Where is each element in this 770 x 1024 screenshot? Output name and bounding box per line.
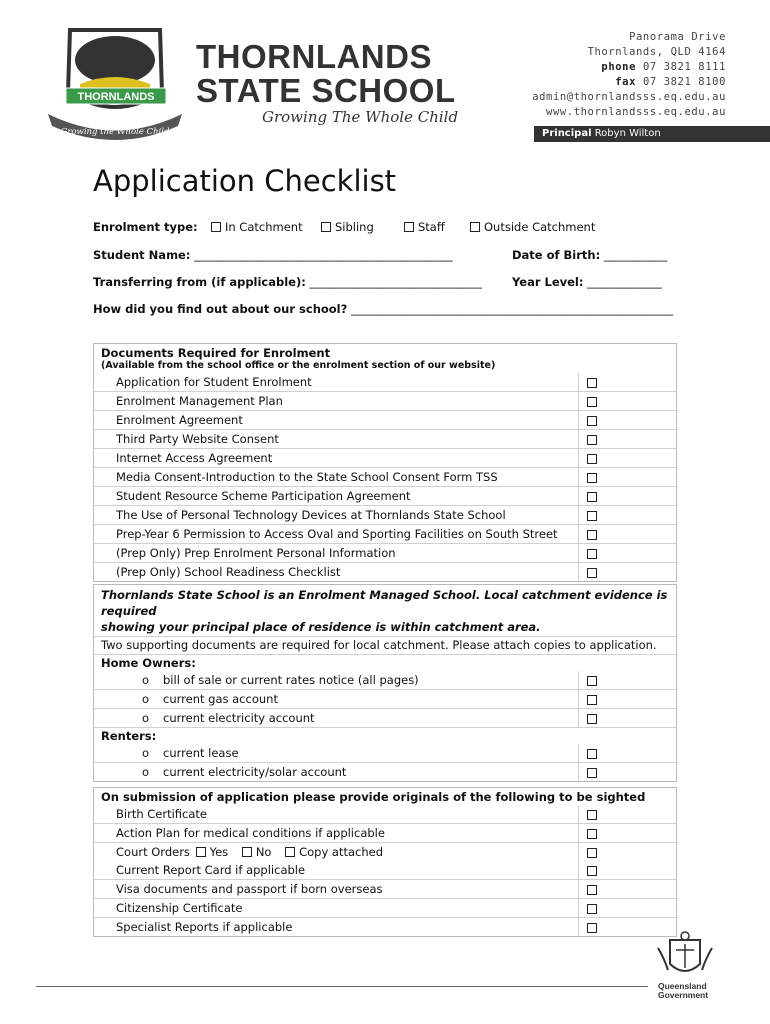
bullet-marker: o xyxy=(142,765,150,779)
footer-divider xyxy=(36,986,648,987)
court-orders-row xyxy=(94,842,676,861)
dob-label: Date of Birth: xyxy=(512,248,601,262)
home-owner-row xyxy=(94,708,676,727)
column-divider xyxy=(578,411,579,429)
checkbox-icon[interactable] xyxy=(587,885,597,895)
checkbox-icon[interactable] xyxy=(587,866,597,876)
document-row xyxy=(94,524,676,543)
checkbox-icon[interactable] xyxy=(285,847,295,857)
transfer-label: Transferring from (if applicable): xyxy=(93,275,306,289)
document-row xyxy=(94,448,676,467)
checklist-item-label: Third Party Website Consent xyxy=(116,432,279,446)
option-in-catchment[interactable]: In Catchment xyxy=(211,220,303,234)
checkbox-icon[interactable] xyxy=(587,695,597,705)
address-line1: Panorama Drive xyxy=(629,31,726,43)
original-row xyxy=(94,823,676,842)
find-out-line xyxy=(93,302,673,316)
document-row xyxy=(94,410,676,429)
student-name-line xyxy=(93,248,453,262)
home-owner-row xyxy=(94,671,676,689)
court-orders-yes: Yes xyxy=(209,845,229,859)
original-row xyxy=(94,879,676,898)
website-line: www.thornlandsss.eq.edu.au xyxy=(546,106,726,118)
document-row xyxy=(94,429,676,448)
checkbox-icon[interactable] xyxy=(587,492,597,502)
checkbox-icon[interactable] xyxy=(470,222,480,232)
column-divider xyxy=(578,709,579,727)
checkbox-icon[interactable] xyxy=(587,454,597,464)
page-title: Application Checklist xyxy=(93,164,397,198)
originals-table xyxy=(93,787,677,937)
checklist-item-label: Application for Student Enrolment xyxy=(116,375,312,389)
column-divider xyxy=(578,880,579,898)
checkbox-icon[interactable] xyxy=(587,568,597,578)
court-orders-label: Court Orders xyxy=(116,845,190,859)
column-divider xyxy=(578,373,579,391)
bullet-marker: o xyxy=(142,692,150,706)
find-out-field[interactable]: ________________________________________________________ xyxy=(350,302,673,316)
address-line2: Thornlands, QLD 4164 xyxy=(587,46,726,58)
emblem-motto: Growing the Whole Child xyxy=(60,127,170,137)
originals-heading: On submission of application please provide originals of the following to be sighted xyxy=(101,790,646,804)
document-row xyxy=(94,562,676,581)
checklist-item-label: (Prep Only) Prep Enrolment Personal Information xyxy=(116,546,396,560)
phone-line xyxy=(532,60,726,75)
checkbox-icon[interactable] xyxy=(587,530,597,540)
column-divider xyxy=(578,805,579,823)
column-divider xyxy=(578,671,579,689)
emblem-text: THORNLANDS xyxy=(77,91,155,103)
school-name-line1: THORNLANDS xyxy=(196,38,432,75)
contact-block xyxy=(532,30,726,120)
home-owner-row xyxy=(94,689,676,708)
checklist-item-label: current electricity account xyxy=(163,711,315,725)
checklist-item-label: current lease xyxy=(163,746,239,760)
document-row xyxy=(94,505,676,524)
column-divider xyxy=(578,824,579,842)
renter-row xyxy=(94,744,676,762)
original-row xyxy=(94,898,676,917)
student-name-label: Student Name: xyxy=(93,248,191,262)
option-sibling[interactable]: Sibling xyxy=(321,220,374,234)
checklist-item-label: current gas account xyxy=(163,692,278,706)
queensland-government-label: Queensland Government xyxy=(658,981,709,1000)
transfer-field[interactable]: ______________________________ xyxy=(309,275,482,289)
checkbox-icon[interactable] xyxy=(587,416,597,426)
checkbox-icon[interactable] xyxy=(587,435,597,445)
checkbox-icon[interactable] xyxy=(587,397,597,407)
column-divider xyxy=(578,861,579,879)
document-row xyxy=(94,467,676,486)
school-name-line2: STATE SCHOOL xyxy=(196,72,456,109)
catchment-instruction: Two supporting documents are required for local catchment. Please attach copies to application. xyxy=(94,636,676,654)
column-divider xyxy=(578,506,579,524)
dob-field[interactable]: ___________ xyxy=(603,248,668,262)
email-line: admin@thornlandsss.eq.edu.au xyxy=(532,91,726,103)
column-divider xyxy=(578,392,579,410)
checklist-item-label: Enrolment Management Plan xyxy=(116,394,283,408)
checkbox-icon[interactable] xyxy=(587,378,597,388)
year-level-field[interactable]: _____________ xyxy=(587,275,662,289)
checklist-item-label: Current Report Card if applicable xyxy=(116,863,306,877)
checklist-item-label: current electricity/solar account xyxy=(163,765,347,779)
bullet-marker: o xyxy=(142,673,150,687)
checkbox-icon[interactable] xyxy=(587,749,597,759)
column-divider xyxy=(578,430,579,448)
phone-label: phone xyxy=(601,61,637,73)
home-owners-label: Home Owners: xyxy=(94,654,676,671)
fax-label: fax xyxy=(615,76,637,88)
documents-heading: Documents Required for Enrolment xyxy=(101,346,331,360)
catchment-note: Thornlands State School is an Enrolment Managed School. Local catchment evidence is required showing your principal place of residence is within catchment area. xyxy=(101,588,668,634)
column-divider xyxy=(578,690,579,708)
checkbox-icon[interactable] xyxy=(587,904,597,914)
checkbox-icon[interactable] xyxy=(587,714,597,724)
checklist-item-label: bill of sale or current rates notice (all pages) xyxy=(163,673,419,687)
option-staff[interactable]: Staff xyxy=(404,220,445,234)
bullet-marker: o xyxy=(142,746,150,760)
bullet-marker: o xyxy=(142,711,150,725)
option-outside-catchment[interactable]: Outside Catchment xyxy=(470,220,595,234)
document-row xyxy=(94,391,676,410)
checklist-item-label: The Use of Personal Technology Devices at Thornlands State School xyxy=(116,508,506,522)
school-emblem-logo xyxy=(40,22,190,142)
principal-bar xyxy=(534,126,770,142)
documents-table xyxy=(93,343,677,582)
checkbox-icon[interactable] xyxy=(587,511,597,521)
checklist-item-label: Internet Access Agreement xyxy=(116,451,273,465)
fax-line xyxy=(532,75,726,90)
checklist-item-label: Enrolment Agreement xyxy=(116,413,243,427)
checklist-item-label: Birth Certificate xyxy=(116,807,208,821)
year-level-line xyxy=(512,275,662,289)
column-divider xyxy=(578,449,579,467)
fax-number: 07 3821 8100 xyxy=(642,76,726,88)
checklist-item-label: Specialist Reports if applicable xyxy=(116,920,293,934)
court-orders-copy: Copy attached xyxy=(299,845,384,859)
renters-label: Renters: xyxy=(94,727,676,744)
checklist-item-label: Prep-Year 6 Permission to Access Oval and Sporting Facilities on South Street xyxy=(116,527,558,541)
checkbox-icon[interactable] xyxy=(196,847,206,857)
checkbox-icon[interactable] xyxy=(587,848,597,858)
transfer-line xyxy=(93,275,482,289)
document-row xyxy=(94,373,676,391)
enrolment-type-line xyxy=(93,220,303,234)
checkbox-icon[interactable] xyxy=(242,847,252,857)
column-divider xyxy=(578,763,579,781)
checkbox-icon[interactable] xyxy=(211,222,221,232)
original-row xyxy=(94,861,676,879)
checkbox-icon[interactable] xyxy=(587,473,597,483)
document-row xyxy=(94,486,676,505)
column-divider xyxy=(578,563,579,581)
document-row xyxy=(94,543,676,562)
checkbox-icon[interactable] xyxy=(587,549,597,559)
checkbox-icon[interactable] xyxy=(587,676,597,686)
checkbox-icon[interactable] xyxy=(587,923,597,933)
checkbox-icon[interactable] xyxy=(587,829,597,839)
year-level-label: Year Level: xyxy=(512,275,584,289)
checkbox-icon[interactable] xyxy=(321,222,331,232)
original-row xyxy=(94,805,676,823)
column-divider xyxy=(578,918,579,936)
enrolment-type-label: Enrolment type: xyxy=(93,220,198,234)
renter-row xyxy=(94,762,676,781)
column-divider xyxy=(578,899,579,917)
checkbox-icon[interactable] xyxy=(587,768,597,778)
checklist-item-label: Media Consent-Introduction to the State School Consent Form TSS xyxy=(116,470,498,484)
student-name-field[interactable]: _____________________________________________ xyxy=(194,248,453,262)
column-divider xyxy=(578,468,579,486)
find-out-label: How did you find out about our school? xyxy=(93,302,348,316)
checklist-item-label: (Prep Only) School Readiness Checklist xyxy=(116,565,341,579)
checklist-item-label: Student Resource Scheme Participation Agreement xyxy=(116,489,411,503)
checkbox-icon[interactable] xyxy=(587,810,597,820)
checklist-item-label: Action Plan for medical conditions if applicable xyxy=(116,826,385,840)
column-divider xyxy=(578,487,579,505)
checklist-item-label: Visa documents and passport if born overseas xyxy=(116,882,383,896)
catchment-table xyxy=(93,584,677,782)
dob-line xyxy=(512,248,667,262)
principal-label: Principal xyxy=(542,128,592,139)
column-divider xyxy=(578,525,579,543)
column-divider xyxy=(578,744,579,762)
documents-subheading: (Available from the school office or the enrolment section of our website) xyxy=(101,360,496,371)
school-name xyxy=(196,40,456,108)
original-row xyxy=(94,917,676,936)
court-orders-no: No xyxy=(255,845,272,859)
column-divider xyxy=(578,544,579,562)
principal-name: Robyn Wilton xyxy=(594,128,661,139)
checklist-item-label: Citizenship Certificate xyxy=(116,901,243,915)
phone-number: 07 3821 8111 xyxy=(642,61,726,73)
school-tagline: Growing The Whole Child xyxy=(262,108,459,126)
checkbox-icon[interactable] xyxy=(404,222,414,232)
